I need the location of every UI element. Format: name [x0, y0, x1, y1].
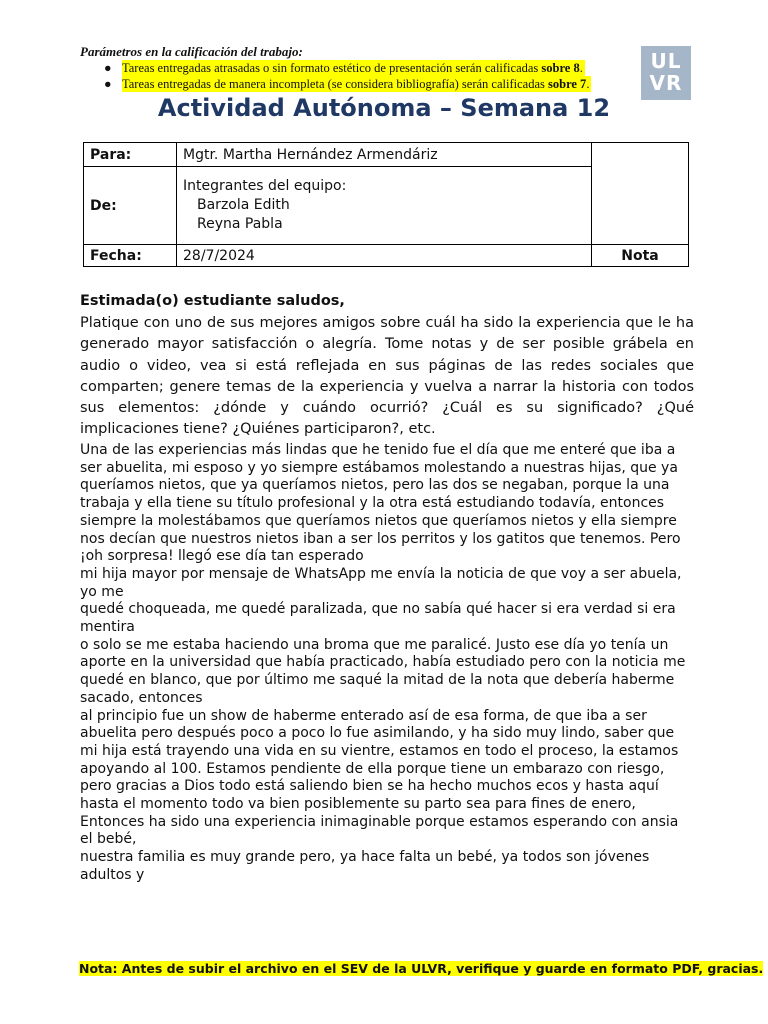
team-member: Barzola Edith	[197, 197, 290, 213]
story-paragraph: nuestra familia es muy grande pero, ya hace falta un bebé, ya todos son jóvenes adultos y	[80, 849, 650, 883]
grading-parameters-title: Parámetros en la calificación del trabajo:	[80, 44, 303, 59]
grading-parameter-text: Tareas entregadas de manera incompleta (se considera bibliografía) serán calificadas sobre 7.	[122, 77, 590, 91]
grading-parameter-text: Tareas entregadas atrasadas o sin formato estético de presentación serán calificadas sobre 8.	[122, 61, 583, 75]
team-member: Reyna Pabla	[197, 216, 283, 232]
de-label: De:	[84, 167, 177, 245]
grade-cell-empty	[592, 143, 689, 245]
story-paragraph: Entonces ha sido una experiencia inimaginable porque estamos esperando con ansia el bebé,	[80, 813, 679, 848]
fecha-value: 28/7/2024	[177, 245, 592, 267]
fecha-label: Fecha:	[84, 245, 177, 267]
nota-label: Nota	[592, 245, 689, 267]
para-value: Mgtr. Martha Hernández Armendáriz	[177, 143, 592, 167]
story-paragraph: mi hija mayor por mensaje de WhatsApp me envía la noticia de que voy a ser abuela, yo me	[80, 565, 682, 600]
bullet-icon: ●	[104, 77, 112, 91]
team-cell	[177, 167, 592, 245]
assignment-prompt: Platique con uno de sus mejores amigos sobre cuál ha sido la experiencia que le ha generado mayor satisfacción o alegría. Tome notas y de ser posible grábela en audio o video, vea si está reflejada en sus páginas de las redes sociales que comparten; genere temas de la experiencia y vuelva a narrar la historia con todos sus elementos: ¿dónde y cuándo ocurrió? ¿Cuál es su significado? ¿Qué implicaciones tiene? ¿Quiénes participaron?, etc.	[80, 315, 694, 438]
para-label: Para:	[84, 143, 177, 167]
story-body	[80, 442, 694, 885]
header-info-table	[83, 142, 689, 267]
bullet-icon: ●	[104, 61, 112, 75]
greeting: Estimada(o) estudiante saludos,	[80, 293, 345, 309]
ulvr-logo: UL VR	[641, 46, 691, 100]
story-paragraph: Una de las experiencias más lindas que he tenido fue el día que me enteré que iba a ser abuelita, mi esposo y yo siempre estábamos molestando a nuestras hijas, que ya queríamos nietos, que ya queríamos nietos, pero las dos se negaban, porque la una trabaja y ella tiene su título profesional y la otra está estudiando todavía, entonces siempre la molestábamos que queríamos nietos que queríamos nietos y ella siempre nos decían que nuestros nietos iban a ser los perritos y los gatitos que tenemos. Pero ¡oh sorpresa! llegó ese día tan esperado	[80, 442, 681, 565]
story-paragraph: o solo se me estaba haciendo una broma que me paralicé. Justo ese día yo tenía un aporte en la universidad que había practicado, había estudiado pero con la noticia me quedé en blanco, que por último me saqué la mitad de la nota que debería haberme sacado, entonces	[80, 636, 686, 706]
story-paragraph: quedé choqueada, me quedé paralizada, que no sabía qué hacer si era verdad si era mentira	[80, 601, 676, 636]
submission-note: Nota: Antes de subir el archivo en el SEV de la ULVR, verifique y guarde en formato PDF, gracias.	[79, 961, 764, 976]
team-heading: Integrantes del equipo:	[183, 178, 347, 194]
page-title: Actividad Autónoma – Semana 12	[157, 94, 611, 122]
story-paragraph: al principio fue un show de haberme enterado así de esa forma, de que iba a ser abuelita pero después poco a poco lo fue asimilando, y ha sido muy lindo, saber que mi hija está trayendo una vida en su vientre, estamos en todo el proceso, la estamos apoyando al 100. Estamos pendiente de ella porque tiene un embarazo con riesgo, pero gracias a Dios todo está saliendo bien se ha hecho muchos ecos y hasta aquí hasta el momento todo va bien posiblemente su parto sea para fines de enero,	[80, 707, 679, 813]
